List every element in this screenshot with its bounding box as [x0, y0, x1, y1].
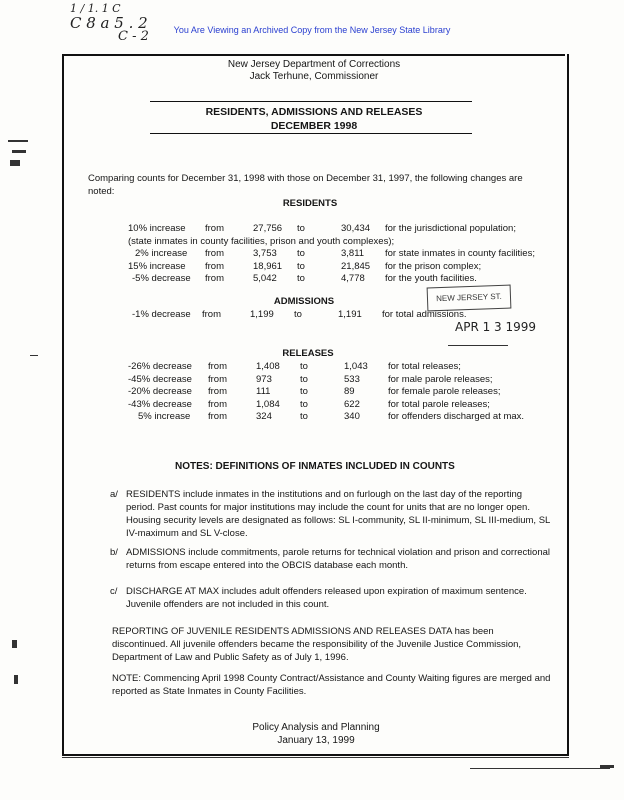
title-rule-top: [150, 101, 472, 102]
scan-mark: [14, 675, 18, 684]
report-month: DECEMBER 1998: [270, 120, 358, 132]
table-row: -26% decrease from 1,408 to 1,043 for total releases;: [128, 361, 461, 372]
table-row: -20% decrease from 111 to 89 for female parole releases;: [128, 386, 501, 397]
commissioner-name: Jack Terhune, Commissioner: [249, 71, 379, 82]
stamp-date: APR 1 3 1999: [455, 320, 537, 334]
note-marker: c/: [110, 586, 118, 597]
table-row: -45% decrease from 973 to 533 for male parole releases;: [128, 373, 493, 385]
footer-office: Policy Analysis and Planning: [252, 722, 380, 733]
scan-mark: [600, 765, 614, 768]
note-text: DISCHARGE AT MAX includes adult offenders released upon expiration of maximum sentence. Juvenile offenders are not included in this count.: [126, 586, 527, 610]
note-marker: a/: [110, 489, 118, 500]
handwriting-line-1: 1 / 1. 1 C: [70, 2, 121, 15]
intro-paragraph: Comparing counts for December 31, 1998 with those on December 31, 1997, the following changes are noted:: [88, 173, 523, 197]
residents-table: [128, 223, 535, 286]
frame-bottom-rule: [62, 757, 569, 758]
table-row: -5% decrease from 5,042 to 4,778 for the youth facilities.: [132, 273, 477, 284]
scan-mark: [448, 345, 508, 346]
scan-mark: [30, 355, 38, 356]
scan-mark: [10, 160, 20, 166]
scan-mark: [12, 640, 17, 648]
reporting-paragraph: REPORTING OF JUVENILE RESIDENTS ADMISSIONS AND RELEASES DATA has been discontinued. All juvenile offenders became the responsibility of the Juvenile Justice Commission, Department of Law and Public Safety as of July 1, 1996.: [112, 626, 522, 663]
footer-date: January 13, 1999: [277, 735, 355, 746]
residents-heading: RESIDENTS: [282, 198, 338, 209]
table-row: -43% decrease from 1,084 to 622 for total parole releases;: [128, 398, 490, 410]
department-name: New Jersey Department of Corrections: [227, 59, 401, 70]
handwritten-call-number: [70, 2, 149, 44]
notes-heading: NOTES: DEFINITIONS OF INMATES INCLUDED IN COUNTS: [175, 461, 455, 472]
handwriting-line-3: C - 2: [118, 29, 149, 44]
report-title: RESIDENTS, ADMISSIONS AND RELEASES: [205, 106, 423, 118]
table-row: 10% increase from 27,756 to 30,434 for the jurisdictional population;: [128, 223, 516, 234]
note-b: [110, 546, 550, 572]
table-row: 15% increase from 18,961 to 21,845 for the prison complex;: [128, 260, 482, 272]
releases-table: [128, 361, 524, 424]
note-c: [110, 585, 550, 611]
table-row: -1% decrease from 1,199 to 1,191 for total admissions.: [132, 309, 467, 320]
scan-mark: [8, 140, 28, 142]
admissions-table: [128, 309, 466, 322]
library-received-stamp: NEW JERSEY ST.: [427, 285, 512, 312]
note-text: RESIDENTS include inmates in the institutions and on furlough on the last day of the reporting period. Past counts for major institutions may include the count for units that are no longer open. Housing security levels are designated as follows: SL I-community, SL II-minimum, SL III-medium, SL IV-maximum and SL V-close.: [126, 489, 550, 539]
note-text: ADMISSIONS include commitments, parole returns for technical violation and prison and correctional returns from escape entered into the OBCIS database each month.: [126, 547, 550, 571]
residents-note: (state inmates in county facilities, prison and youth complexes);: [128, 235, 395, 247]
table-row: [128, 236, 535, 249]
table-row: 5% increase from 324 to 340 for offenders discharged at max.: [138, 411, 525, 422]
note-paragraph: NOTE: Commencing April 1998 County Contract/Assistance and County Waiting figures are merged and reported as State Inmates in County Facilities.: [112, 673, 551, 697]
scan-mark: [470, 768, 610, 769]
note-marker: b/: [110, 547, 118, 558]
releases-heading: RELEASES: [282, 348, 334, 359]
archive-banner: You Are Viewing an Archived Copy from the New Jersey State Library: [173, 25, 451, 35]
scan-mark: [12, 150, 26, 153]
note-a: [110, 488, 550, 540]
title-rule-bottom: [150, 133, 472, 134]
handwriting-line-2: C 8 a 5 . 2: [70, 14, 148, 32]
table-row: 2% increase from 3,753 to 3,811 for state inmates in county facilities;: [135, 248, 535, 259]
admissions-heading: ADMISSIONS: [273, 296, 335, 307]
